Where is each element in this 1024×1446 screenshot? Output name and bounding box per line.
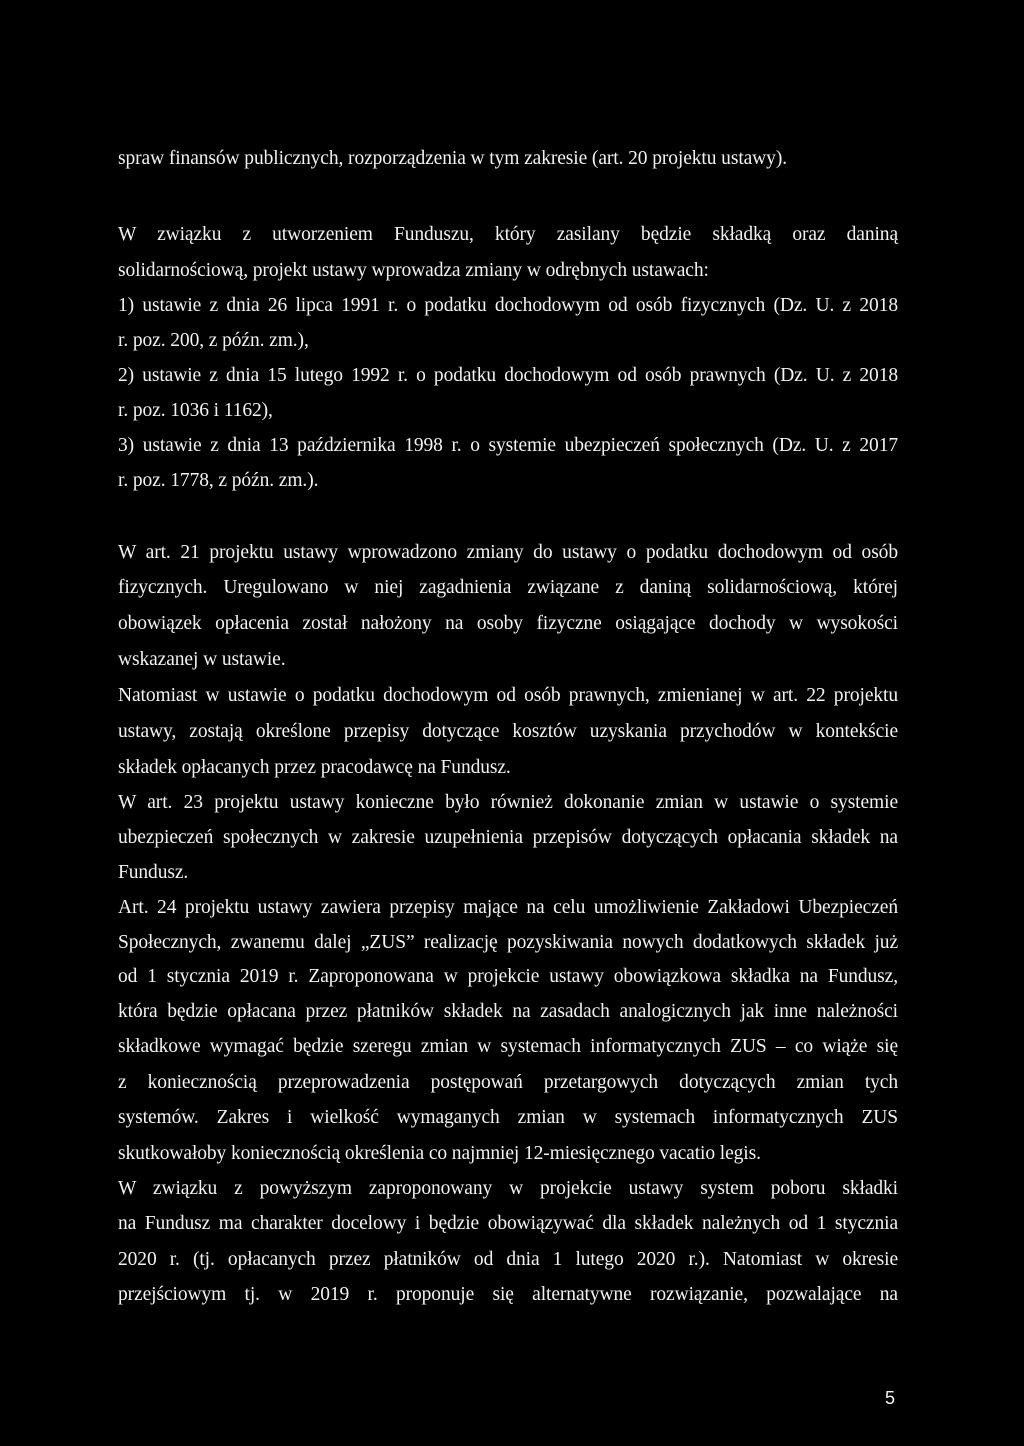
- text-line: Natomiast w ustawie o podatku dochodowym od osób prawnych, zmienianej w art. 22 projektu: [118, 685, 898, 706]
- text-line: Społecznych, zwanemu dalej „ZUS” realizację pozyskiwania nowych dodatkowych składek już: [118, 932, 898, 953]
- text-line: składek opłacanych przez pracodawcę na Fundusz.: [118, 757, 511, 778]
- text-line: z koniecznością przeprowadzenia postępowań przetargowych dotyczących zmian tych: [118, 1072, 898, 1093]
- text-line: 2020 r. (tj. opłacanych przez płatników od dnia 1 lutego 2020 r.). Natomiast w okresie: [118, 1249, 898, 1270]
- text-line: W art. 23 projektu ustawy konieczne było również dokonanie zmian w ustawie o systemie: [118, 792, 898, 813]
- text-line: 1) ustawie z dnia 26 lipca 1991 r. o podatku dochodowym od osób fizycznych (Dz. U. z 2018: [118, 295, 898, 316]
- text-line: r. poz. 1036 i 1162),: [118, 400, 273, 421]
- text-line: Art. 24 projektu ustawy zawiera przepisy mające na celu umożliwienie Zakładowi Ubezpieczeń: [118, 897, 898, 918]
- text-line: składkowe wymagać będzie szeregu zmian w systemach informatycznych ZUS – co wiąże się: [118, 1036, 898, 1057]
- text-line: przejściowym tj. w 2019 r. proponuje się alternatywne rozwiązanie, pozwalające na: [118, 1284, 898, 1305]
- text-line: ustawy, zostają określone przepisy dotyczące kosztów uzyskania przychodów w kontekście: [118, 721, 898, 742]
- text-line: r. poz. 200, z późn. zm.),: [118, 330, 309, 351]
- text-line: 2) ustawie z dnia 15 lutego 1992 r. o podatku dochodowym od osób prawnych (Dz. U. z 2018: [118, 365, 898, 386]
- text-line: skutkowałoby koniecznością określenia co najmniej 12-miesięcznego vacatio legis.: [118, 1143, 761, 1164]
- text-line: solidarnościową, projekt ustawy wprowadza zmiany w odrębnych ustawach:: [118, 260, 709, 281]
- text-line: systemów. Zakres i wielkość wymaganych zmian w systemach informatycznych ZUS: [118, 1107, 898, 1128]
- text-line: 3) ustawie z dnia 13 października 1998 r. o systemie ubezpieczeń społecznych (Dz. U. z 2017: [118, 435, 898, 456]
- text-line: fizycznych. Uregulowano w niej zagadnienia związane z daniną solidarnościową, której: [118, 577, 898, 598]
- text-line: r. poz. 1778, z późn. zm.).: [118, 470, 319, 491]
- text-line: obowiązek opłacenia został nałożony na osoby fizyczne osiągające dochody w wysokości: [118, 613, 898, 634]
- text-line: od 1 stycznia 2019 r. Zaproponowana w projekcie ustawy obowiązkowa składka na Fundusz,: [118, 966, 898, 987]
- text-line: na Fundusz ma charakter docelowy i będzie obowiązywać dla składek należnych od 1 stycznia: [118, 1213, 898, 1234]
- text-line: W związku z utworzeniem Funduszu, który zasilany będzie składką oraz daniną: [118, 224, 898, 245]
- page-number: 5: [885, 1388, 896, 1408]
- text-line: ubezpieczeń społecznych w zakresie uzupełnienia przepisów dotyczących opłacania składek na: [118, 827, 898, 848]
- text-line: W art. 21 projektu ustawy wprowadzono zmiany do ustawy o podatku dochodowym od osób: [118, 542, 898, 563]
- text-line: W związku z powyższym zaproponowany w projekcie ustawy system poboru składki: [118, 1178, 898, 1199]
- text-line: Fundusz.: [118, 862, 189, 883]
- text-line: która będzie opłacana przez płatników składek na zasadach analogicznych jak inne należności: [118, 1001, 898, 1022]
- text-line: spraw finansów publicznych, rozporządzenia w tym zakresie (art. 20 projektu ustawy).: [118, 148, 787, 169]
- text-line: wskazanej w ustawie.: [118, 649, 286, 670]
